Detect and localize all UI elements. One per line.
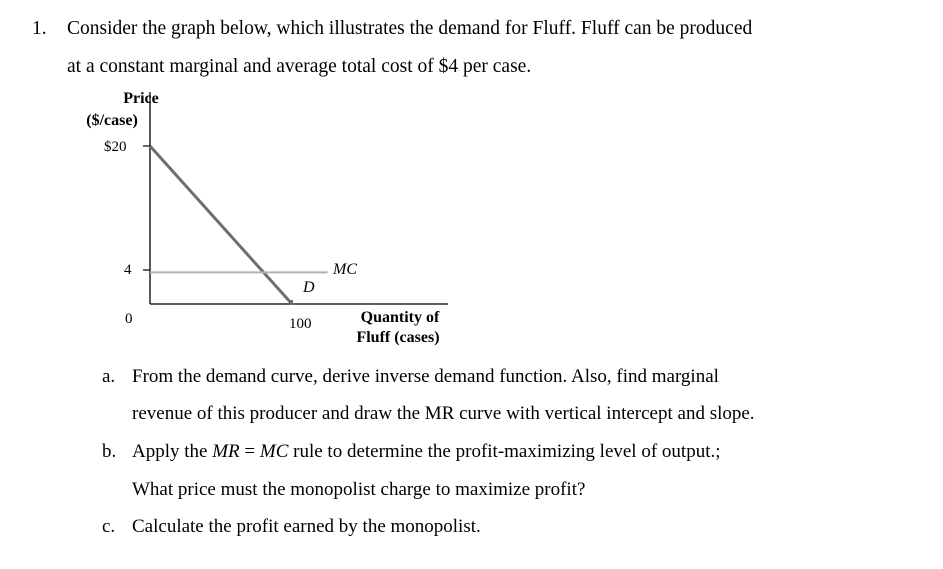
- y-axis-label-line-2: ($/case): [86, 112, 138, 129]
- y-tick-label-4: 4: [124, 262, 132, 278]
- part-b-pre: Apply the: [132, 441, 213, 462]
- question-line-1: Consider the graph below, which illustrates the demand for Fluff. Fluff can be produced: [67, 18, 753, 39]
- series-d-line: [150, 146, 292, 304]
- part-b-line-2: What price must the monopolist charge to maximize profit?: [132, 479, 586, 500]
- part-b-post: rule to determine the profit-maximizing level of output.;: [288, 441, 721, 462]
- part-a-line-1: From the demand curve, derive inverse demand function. Also, find marginal: [132, 366, 719, 387]
- demand-curve-label: D: [303, 279, 315, 296]
- y-tick-label-20: $20: [104, 139, 127, 155]
- y-axis-label-line-1: Price: [123, 90, 159, 107]
- part-b-eq: =: [239, 441, 260, 462]
- question-line-2: at a constant marginal and average total cost of $4 per case.: [67, 56, 532, 77]
- origin-label: 0: [125, 311, 133, 327]
- part-c-line-1: Calculate the profit earned by the monopolist.: [132, 516, 481, 537]
- x-tick-label-100: 100: [289, 316, 312, 332]
- mc-curve-label: MC: [333, 261, 357, 278]
- question-number: 1.: [32, 18, 47, 39]
- part-b-mc: MC: [259, 441, 289, 462]
- part-a-letter: a.: [102, 366, 116, 387]
- part-a-line-2: revenue of this producer and draw the MR curve with vertical intercept and slope.: [132, 403, 755, 424]
- x-axis-label-line-1: Quantity of: [360, 309, 440, 326]
- part-b-line-1: [132, 441, 721, 463]
- part-b-letter: b.: [102, 441, 117, 462]
- x-axis-label-line-2: Fluff (cases): [356, 329, 440, 346]
- part-b-mr: MR: [212, 441, 240, 462]
- part-c-letter: c.: [102, 516, 116, 537]
